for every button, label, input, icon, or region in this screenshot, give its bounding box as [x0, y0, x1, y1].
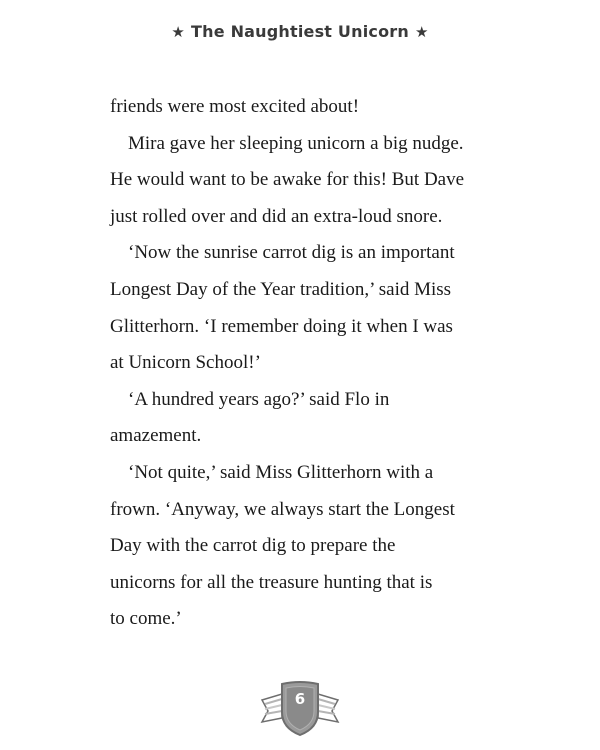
page-body	[110, 89, 530, 638]
text-line: unicorns for all the treasure hunting that is	[110, 571, 433, 593]
star-icon-left: ★	[171, 23, 186, 41]
text-line: Longest Day of the Year tradition,’ said Miss	[110, 278, 452, 300]
text-line: just rolled over and did an extra-loud snore.	[110, 205, 443, 227]
page-number: 6	[294, 690, 306, 708]
star-icon-right: ★	[414, 23, 429, 41]
text-line: friends were most excited about!	[110, 96, 360, 117]
text-line: ‘Not quite,’ said Miss Glitterhorn with a	[128, 461, 434, 483]
text-line: at Unicorn School!’	[110, 352, 261, 374]
text-line: Day with the carrot dig to prepare the	[110, 535, 396, 557]
text-line: ‘A hundred years ago?’ said Flo in	[128, 388, 390, 410]
page-badge-icon	[260, 678, 340, 738]
text-line: Glitterhorn. ‘I remember doing it when I was	[110, 315, 453, 337]
text-line: Mira gave her sleeping unicorn a big nudge.	[128, 132, 464, 154]
running-header	[0, 22, 600, 41]
text-line: frown. ‘Anyway, we always start the Longest	[110, 498, 455, 520]
book-title: The Naughtiest Unicorn	[191, 22, 409, 41]
text-line: ‘Now the sunrise carrot dig is an important	[128, 242, 455, 264]
text-line: He would want to be awake for this! But Dave	[110, 169, 465, 191]
text-line: to come.’	[110, 608, 182, 630]
text-line: amazement.	[110, 425, 202, 447]
